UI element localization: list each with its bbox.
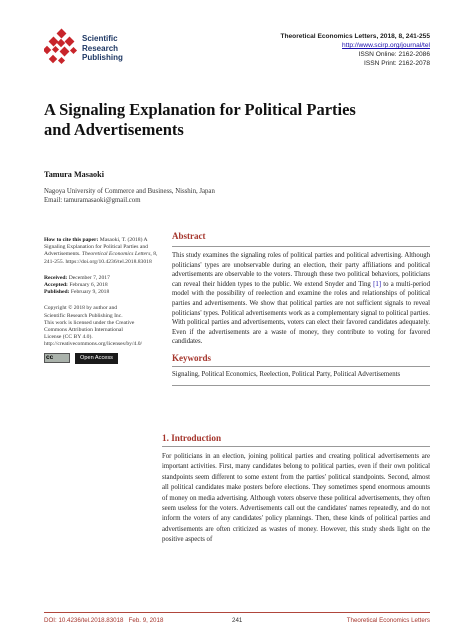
publisher-name-line: Scientific — [82, 34, 118, 43]
cite-doi-link[interactable]: https://doi.org/10.4236/tel.2018.83018 — [65, 258, 152, 265]
keywords-bottom-divider — [172, 385, 430, 386]
dates-block — [44, 275, 162, 297]
cite-journal: Theoretical Economics Letters, — [81, 251, 152, 258]
paper-title-line: A Signaling Explanation for Political Parties — [44, 100, 356, 119]
license-badges — [44, 353, 162, 364]
license-line: License (CC BY 4.0). — [44, 334, 93, 341]
received-label: Received: — [44, 274, 68, 281]
abstract-text — [172, 251, 430, 347]
copyright-line: Scientific Research Publishing Inc. — [44, 312, 123, 319]
journal-url-link[interactable]: http://www.scirp.org/journal/tel — [342, 42, 430, 49]
copyright-block — [44, 305, 162, 348]
received-row — [44, 275, 110, 281]
scirp-diamond-logo-icon — [44, 28, 80, 68]
publisher-name-line: Publishing — [82, 53, 123, 62]
cc-badge-label: cc — [46, 354, 54, 362]
issn-print: ISSN Print: 2162-2078 — [364, 60, 430, 67]
footer-doi-date — [44, 617, 163, 624]
journal-info — [210, 32, 430, 68]
received-date: December 7, 2017 — [68, 274, 110, 281]
introduction-text: For politicians in an election, joining political parties and creating political advertisements are important activities. First, many candidates belong to political parties, even if their own political standpoints seem different to some extent from the parties' political standpoints. Second, almost all political candidates make posters before elections. They sometimes spend enormous amounts of money on media advertising. Although voters observe these political advertisements, they often seem useless for the voters. Advertisements call out the candidates' names repeatedly, and do not inform the voters of any candidates' policy plannings. Then, these kinds of political parties and advertisements are often criticized as wastes of money. However, this study sheds light on the positive aspects of — [162, 453, 430, 544]
keywords-text: Signaling, Political Economics, Reelection, Political Party, Political Advertisements — [172, 371, 401, 378]
footer-journal: Theoretical Economics Letters — [346, 617, 430, 624]
keywords-heading: Keywords — [172, 353, 211, 363]
affiliation-block — [44, 187, 215, 206]
introduction-heading: 1. Introduction — [162, 433, 222, 443]
open-access-badge: Open Access — [75, 353, 118, 364]
journal-citation-line: Theoretical Economics Letters, 2018, 8, 241-255 — [280, 33, 430, 40]
accepted-label: Accepted: — [44, 282, 68, 289]
cite-volume: 8, 241-255. — [44, 251, 158, 265]
author-name: Tamura Masaoki — [44, 170, 104, 179]
abstract-heading: Abstract — [172, 231, 206, 241]
paper-title — [44, 100, 434, 140]
license-url-link[interactable]: http://creativecommons.org/licenses/by/4.0/ — [44, 341, 143, 348]
publisher-name — [82, 34, 123, 63]
abstract-text-part: to a multi-period model with the possibility of reelection and examine the roles and relationships of political parties and advertisements. We show that political parties are not sufficient signals to reveal politicians' types. Political advertisements work as a complementary signal to political parties. With political parties and advertisements, voters can elect their favored candidates adequately. Even if the advertisements are a waste of money, they contribute to voting for favored candidates. — [172, 280, 430, 346]
published-date: February 9, 2018 — [70, 289, 110, 296]
page-number: 241 — [232, 617, 243, 624]
affiliation: Nagoya University of Commerce and Business, Nisshin, Japan — [44, 188, 215, 195]
cite-label: How to cite this paper: — [44, 237, 99, 243]
footer-divider — [44, 612, 430, 613]
author-email: Email: tamuramasaoki@gmail.com — [44, 197, 141, 205]
abstract-text-part: This study examines the signaling roles of political parties and political advertising. Although politicians' types are unobservable during an election, their party affiliations and political advertisements are observable to the voters. Through these two political behaviors, politicians can reveal their hidden types to the public. We extend Snyder and Ting — [172, 252, 430, 288]
keywords-header — [172, 353, 430, 367]
published-row — [44, 289, 109, 295]
abstract-section — [172, 231, 430, 347]
copyright-line: Copyright © 2018 by author and — [44, 305, 118, 312]
publisher-logo — [44, 28, 204, 72]
article-info-sidebar — [44, 237, 162, 364]
introduction-divider — [162, 446, 430, 447]
paper-title-line: and Advertisements — [44, 120, 184, 139]
citation-block — [44, 237, 162, 266]
accepted-date: February 6, 2018 — [69, 282, 108, 289]
publisher-name-line: Research — [82, 43, 119, 53]
accepted-row — [44, 282, 108, 288]
reference-link[interactable]: [1] — [373, 280, 381, 288]
introduction-header — [162, 433, 430, 447]
cc-by-badge-icon — [44, 353, 70, 363]
cite-text: Masaoki, T. (2018) A Signaling Explanation for Political Parties and Advertisements. — [44, 237, 148, 258]
footer-doi: DOI: 10.4236/tel.2018.83018 — [44, 617, 124, 624]
keywords-divider — [172, 366, 430, 367]
published-label: Published: — [44, 289, 70, 296]
issn-online: ISSN Online: 2162-2086 — [358, 51, 430, 58]
license-line: This work is licensed under the Creative — [44, 319, 135, 326]
abstract-divider — [172, 246, 430, 247]
footer-date: Feb. 9, 2018 — [128, 617, 164, 624]
license-line: Commons Attribution International — [44, 327, 123, 334]
